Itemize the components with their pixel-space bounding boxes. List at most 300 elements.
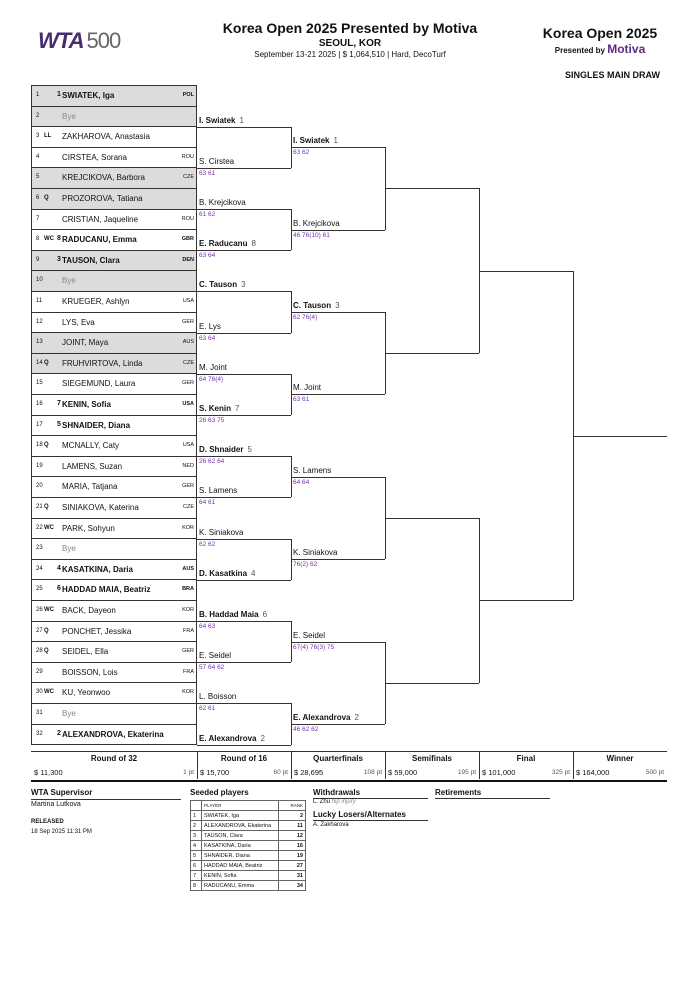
round-points: 1 pt <box>183 769 194 776</box>
match-score: 62 61 <box>199 705 216 713</box>
draw-position: 30 <box>36 689 43 696</box>
r16-line <box>197 291 291 292</box>
entry-status: WC <box>44 236 54 243</box>
round-prize: $ 15,700 <box>200 768 230 777</box>
draw-position: 12 <box>36 318 43 325</box>
r16-line <box>197 497 291 498</box>
qf-line <box>291 477 385 478</box>
draw-entry <box>31 353 197 374</box>
round-divider <box>573 751 574 779</box>
sf-line <box>385 188 479 189</box>
winner-name: I. Swiatek <box>293 136 330 146</box>
country-code: FRA <box>183 627 194 634</box>
qf-winner <box>293 466 335 475</box>
country-code: GER <box>182 648 194 655</box>
seed-number: 5 <box>191 851 202 861</box>
country-code: CZE <box>183 359 194 366</box>
round-divider <box>197 751 198 779</box>
country-code: FRA <box>183 668 194 675</box>
winner-name: S. Cirstea <box>199 156 235 166</box>
qf-winner <box>293 136 338 145</box>
entry-status: Q <box>44 195 49 201</box>
draw-entry <box>31 250 197 271</box>
winner-seed: 4 <box>251 568 256 578</box>
country-code: AUS <box>182 565 194 572</box>
winner-name: L. Boisson <box>199 692 237 702</box>
seed-number: 1 <box>57 91 61 98</box>
qf-winner <box>293 219 344 228</box>
player-name: HADDAD MAIA, Beatriz <box>62 585 151 595</box>
player-name: RADUCANU, Emma <box>62 235 137 245</box>
draw-position: 14 <box>36 359 43 366</box>
round-label: Semifinals <box>411 754 452 763</box>
draw-position: 25 <box>36 586 43 593</box>
r16-winner <box>199 692 240 701</box>
draw-entry <box>31 497 197 518</box>
brand-title: Korea Open 2025 <box>542 25 658 41</box>
lucky-losers-heading: Lucky Losers/Alternates <box>313 810 406 819</box>
winner-name: E. Alexandrova <box>293 713 351 722</box>
winner-seed: 5 <box>247 445 252 455</box>
draw-entry <box>31 394 197 415</box>
seed-number: 2 <box>191 821 202 831</box>
draw-position: 19 <box>36 462 43 469</box>
r16-line <box>197 662 291 663</box>
draw-position: 11 <box>36 298 43 304</box>
seed-number: 8 <box>57 235 61 243</box>
player-name: SEIDEL, Ella <box>62 647 109 657</box>
match-score: 63 61 <box>199 169 216 177</box>
seeded-row <box>191 881 306 891</box>
round-prize: $ 101,000 <box>482 768 516 777</box>
winner-name: E. Raducanu <box>199 239 248 249</box>
draw-entry <box>31 312 197 333</box>
seed-number: 3 <box>191 831 202 841</box>
seed-player: KASATKINA, Daria <box>202 841 279 851</box>
draw-position: 13 <box>36 339 43 346</box>
winner-name: C. Tauson <box>199 280 238 290</box>
player-name: SWIATEK, Iga <box>62 91 115 100</box>
draw-position: 6 <box>36 195 40 201</box>
seeded-row <box>191 861 306 871</box>
draw-border-left <box>31 85 32 745</box>
sf-line <box>385 683 479 684</box>
draw-position: 9 <box>36 256 40 263</box>
player-name: BACK, Dayeon <box>62 606 116 615</box>
country-code: GER <box>182 380 194 387</box>
player-name: JOINT, Maya <box>62 338 109 348</box>
winner-name: B. Haddad Maia <box>199 610 259 619</box>
round-label: Round of 32 <box>90 754 138 763</box>
player-name: PONCHET, Jessika <box>62 626 132 636</box>
player-name: SIEGEMUND, Laura <box>62 379 136 389</box>
released-label: RELEASED <box>31 819 64 825</box>
round-prize: $ 164,000 <box>576 768 610 777</box>
country-code: USA <box>182 442 194 449</box>
draw-position: 31 <box>36 710 43 716</box>
seed-rank: 19 <box>279 851 306 861</box>
match-score: 63 62 <box>293 149 310 157</box>
page-title: Korea Open 2025 Presented by Motiva <box>222 20 478 36</box>
entry-status: Q <box>44 627 49 634</box>
seed-number: 4 <box>57 564 61 572</box>
draw-entry <box>31 229 197 250</box>
country-code: BRA <box>182 586 194 593</box>
draw-entry <box>31 579 197 600</box>
lucky-losers-underline <box>313 820 428 821</box>
country-code: GER <box>182 483 194 490</box>
seeded-row <box>191 851 306 861</box>
qf-line <box>291 312 385 313</box>
r16-line <box>197 745 291 746</box>
r16-winner <box>199 239 256 248</box>
round-divider <box>385 751 386 779</box>
seed-player: SWIATEK, Iga <box>202 811 279 821</box>
r16-winner <box>199 157 238 166</box>
seed-rank: 27 <box>279 861 306 871</box>
draw-entry <box>31 126 197 147</box>
withdrawals-heading: Withdrawals <box>313 788 361 797</box>
seed-number: 4 <box>191 841 202 851</box>
seed-rank: 12 <box>279 831 306 841</box>
entry-status: Q <box>44 504 49 510</box>
r16-line <box>197 374 291 375</box>
country-code: NED <box>182 462 194 469</box>
seeded-row <box>191 871 306 881</box>
r16-line <box>197 703 291 704</box>
draw-position: 8 <box>36 236 40 243</box>
round-points: 325 pt <box>551 769 570 776</box>
draw-entry <box>31 332 197 353</box>
player-name: KASATKINA, Daria <box>62 564 133 574</box>
qf-line <box>291 724 385 725</box>
country-code: ROU <box>181 215 194 222</box>
match-score: 64 63 <box>199 623 216 630</box>
round-prize: $ 28,695 <box>294 768 324 777</box>
r16-line <box>197 250 291 251</box>
round-prize: $ 11,300 <box>34 768 63 777</box>
seed-number: 8 <box>191 881 202 891</box>
draw-position: 20 <box>36 483 43 490</box>
draw-position: 10 <box>36 277 43 284</box>
wta-logo <box>38 28 120 54</box>
draw-entry <box>31 559 197 580</box>
withdrawal-player: L. Zhu <box>313 799 331 805</box>
r16-winner <box>199 486 241 495</box>
winner-name: B. Krejcikova <box>293 218 340 228</box>
qf-line <box>291 230 385 231</box>
draw-entry <box>31 209 197 230</box>
winner-seed: 7 <box>235 404 240 413</box>
entry-status: Q <box>44 442 49 449</box>
country-code: POL <box>182 92 194 98</box>
country-code: USA <box>182 401 194 407</box>
draw-position: 32 <box>36 730 43 737</box>
winner-seed: 1 <box>239 115 244 125</box>
seed-number: 7 <box>57 400 61 407</box>
country-code: ROU <box>181 153 194 160</box>
winner-seed: 1 <box>333 136 338 146</box>
winner-name: E. Seidel <box>293 630 326 640</box>
seed-number: 7 <box>191 871 202 881</box>
draw-border-bottom <box>31 744 197 745</box>
draw-entry <box>31 538 197 559</box>
seeded-header-rank: RANK <box>279 801 306 811</box>
match-score: 63 64 <box>199 252 216 260</box>
player-name: PROZOROVA, Tatiana <box>62 194 143 203</box>
seed-number: 6 <box>191 861 202 871</box>
winner-seed: 2 <box>260 733 265 743</box>
presented-by-text: Presented by <box>554 46 605 55</box>
seed-rank: 2 <box>279 811 306 821</box>
draw-entry <box>31 703 197 724</box>
winner-name: K. Siniakova <box>293 548 338 558</box>
supervisor-name: Martina Lutkova <box>31 801 81 808</box>
draw-entry <box>31 106 197 127</box>
draw-position: 15 <box>36 380 43 387</box>
winner-name: E. Seidel <box>199 651 232 661</box>
player-name: LAMENS, Suzan <box>62 461 123 471</box>
match-score: 76(2) 62 <box>293 561 318 569</box>
match-score: 26 63 75 <box>199 417 225 424</box>
round-label: Round of 16 <box>220 754 268 763</box>
r16-line <box>197 333 291 334</box>
draw-entry <box>31 621 197 642</box>
draw-entry <box>31 147 197 168</box>
match-score: 63 61 <box>293 396 310 404</box>
match-score: 64 61 <box>199 499 216 507</box>
draw-position: 22 <box>36 524 43 531</box>
qf-line <box>291 642 385 643</box>
winner-seed: 8 <box>251 239 256 249</box>
draw-position: 5 <box>36 174 40 181</box>
round-label: Winner <box>606 754 634 763</box>
winner-name: S. Lamens <box>199 486 238 496</box>
player-name: SINIAKOVA, Katerina <box>62 503 139 512</box>
player-name: Bye <box>62 544 76 554</box>
round-divider <box>479 751 480 779</box>
draw-entry <box>31 270 197 291</box>
lucky-loser-item: A. Zakharova <box>313 822 349 828</box>
player-name: PARK, Sohyun <box>62 523 115 533</box>
draw-position: 29 <box>36 668 43 675</box>
player-name: KU, Yeonwoo <box>62 688 111 698</box>
qf-winner <box>293 548 341 557</box>
entry-status: Q <box>44 359 49 366</box>
country-code: KOR <box>182 524 194 531</box>
winner-name: I. Swiatek <box>199 115 236 125</box>
country-code: KOR <box>182 607 194 613</box>
country-code: CZE <box>183 504 194 510</box>
player-name: CRISTIAN, Jaqueline <box>62 214 139 224</box>
r16-line <box>197 456 291 457</box>
winner-seed: 6 <box>262 610 268 619</box>
winner-seed: 2 <box>354 713 359 722</box>
supervisor-underline <box>31 799 181 800</box>
country-code: GBR <box>181 236 194 243</box>
retirements-heading: Retirements <box>435 788 482 797</box>
player-name: ALEXANDROVA, Ekaterina <box>62 729 164 739</box>
seed-rank: 11 <box>279 821 306 831</box>
round-points: 108 pt <box>363 769 382 776</box>
draw-position: 2 <box>36 112 40 119</box>
seed-player: TAUSON, Clara <box>202 831 279 841</box>
match-score: 63 64 <box>199 334 216 342</box>
draw-entry <box>31 724 197 745</box>
player-name: LYS, Eva <box>62 317 95 327</box>
seed-rank: 31 <box>279 871 306 881</box>
match-score: 57 64 62 <box>199 664 225 672</box>
withdrawal-reason: hip injury <box>331 799 356 805</box>
draw-entry <box>31 188 197 209</box>
retirements-underline <box>435 798 550 799</box>
draw-entry <box>31 600 197 621</box>
entry-status: Q <box>44 648 49 655</box>
winner-name: S. Lamens <box>293 465 332 475</box>
round-label: Final <box>516 754 536 763</box>
match-score: 64 64 <box>293 478 310 486</box>
qf-winner <box>293 713 359 722</box>
entry-status: WC <box>44 607 54 613</box>
r16-line <box>197 580 291 581</box>
winner-name: E. Lys <box>199 321 221 331</box>
qf-line <box>291 559 385 560</box>
r16-line <box>197 621 291 622</box>
winner-name: S. Kenin <box>199 404 232 413</box>
player-name: Bye <box>62 709 76 718</box>
qf-winner <box>293 383 325 392</box>
seed-rank: 16 <box>279 841 306 851</box>
winner-name: C. Tauson <box>293 301 332 310</box>
seeded-table <box>190 800 306 891</box>
seeded-header-number <box>191 801 202 811</box>
draw-position: 16 <box>36 401 43 407</box>
r16-winner <box>199 569 255 578</box>
draw-position: 17 <box>36 421 43 428</box>
r16-winner <box>199 404 239 413</box>
final-line <box>479 600 573 601</box>
seed-number: 6 <box>57 585 61 593</box>
draw-entry <box>31 456 197 477</box>
country-code: KOR <box>182 689 194 696</box>
rounds-top-line <box>31 751 667 752</box>
draw-position: 26 <box>36 607 43 613</box>
qf-winner <box>293 301 340 310</box>
round-divider <box>291 751 292 779</box>
country-code: USA <box>182 298 194 304</box>
draw-entry <box>31 476 197 497</box>
qf-line <box>291 147 385 148</box>
seeded-row <box>191 821 306 831</box>
player-name: TAUSON, Clara <box>62 255 120 265</box>
draw-position: 18 <box>36 442 43 449</box>
match-score: 26 62 64 <box>199 458 225 466</box>
seed-player: KENIN, Sofia <box>202 871 279 881</box>
seeded-header-row <box>191 801 306 811</box>
winner-seed: 3 <box>241 280 246 290</box>
player-name: ZAKHAROVA, Anastasia <box>62 132 150 142</box>
rounds-bottom-line <box>31 780 667 782</box>
winner-name: D. Kasatkina <box>199 568 248 578</box>
player-name: FRUHVIRTOVA, Linda <box>62 358 143 368</box>
r16-line <box>197 209 291 210</box>
country-code: GER <box>182 318 194 325</box>
player-name: MCNALLY, Caty <box>62 441 120 451</box>
seeded-row <box>191 831 306 841</box>
winner-name: K. Siniakova <box>199 527 244 537</box>
r16-winner <box>199 116 244 125</box>
tournament-city: SEOUL, KOR <box>318 38 382 49</box>
draw-position: 7 <box>36 215 40 222</box>
supervisor-heading: WTA Supervisor <box>31 788 93 797</box>
player-name: MARIA, Tatjana <box>62 482 118 492</box>
tournament-details: September 13-21 2025 | $ 1,064,510 | Hard, DecoTurf <box>254 50 446 59</box>
released-value: 18 Sep 2025 11:31 PM <box>31 829 92 835</box>
player-name: KREJCIKOVA, Barbora <box>62 173 145 183</box>
draw-entry <box>31 641 197 662</box>
winner-name: E. Alexandrova <box>199 733 257 743</box>
draw-entry <box>31 415 197 436</box>
draw-position: 28 <box>36 648 43 655</box>
match-score: 62 76(4) <box>293 314 318 321</box>
final-line <box>479 271 573 272</box>
logo-number: 500 <box>86 28 121 53</box>
seed-number: 5 <box>57 420 61 428</box>
r16-winner <box>199 528 247 537</box>
match-score: 46 62 62 <box>293 726 319 733</box>
draw-entry <box>31 373 197 394</box>
match-score: 46 76(10) 61 <box>293 231 330 239</box>
seed-player: SHNAIDER, Diana <box>202 851 279 861</box>
seed-player: HADDAD MAIA, Beatriz <box>202 861 279 871</box>
seeded-row <box>191 811 306 821</box>
r16-line <box>197 168 291 169</box>
seeded-rows <box>191 811 306 891</box>
seed-player: RADUCANU, Emma <box>202 881 279 891</box>
country-code: AUS <box>182 339 194 346</box>
winner-seed: 3 <box>335 301 340 310</box>
player-name: Bye <box>62 111 76 121</box>
brand-presented <box>535 42 665 56</box>
match-score: 61 62 <box>199 211 216 218</box>
seed-player: ALEXANDROVA, Ekaterina <box>202 821 279 831</box>
sponsor-logo: Motiva <box>607 42 646 56</box>
draw-entry <box>31 435 197 456</box>
match-score: 64 76(4) <box>199 375 224 383</box>
seed-rank: 34 <box>279 881 306 891</box>
draw-position: 27 <box>36 627 43 634</box>
player-name: KENIN, Sofia <box>62 400 111 409</box>
country-code: CZE <box>183 174 194 181</box>
player-name: SHNAIDER, Diana <box>62 420 131 430</box>
draw-position: 3 <box>36 133 40 140</box>
seeded-row <box>191 841 306 851</box>
draw-position: 21 <box>36 504 43 510</box>
r16-line <box>197 127 291 128</box>
draw-position: 24 <box>36 565 43 572</box>
draw-position: 4 <box>36 153 40 160</box>
draw-entry <box>31 291 197 312</box>
r16-line <box>197 415 291 416</box>
draw-entry <box>31 167 197 188</box>
player-name: CIRSTEA, Sorana <box>62 152 127 162</box>
draw-position: 23 <box>36 545 43 552</box>
winner-name: M. Joint <box>199 362 228 372</box>
draw-entry <box>31 518 197 539</box>
match-score: 67(4) 76(3) 75 <box>293 643 335 651</box>
qf-winner <box>293 631 329 640</box>
player-name: KRUEGER, Ashlyn <box>62 297 130 306</box>
